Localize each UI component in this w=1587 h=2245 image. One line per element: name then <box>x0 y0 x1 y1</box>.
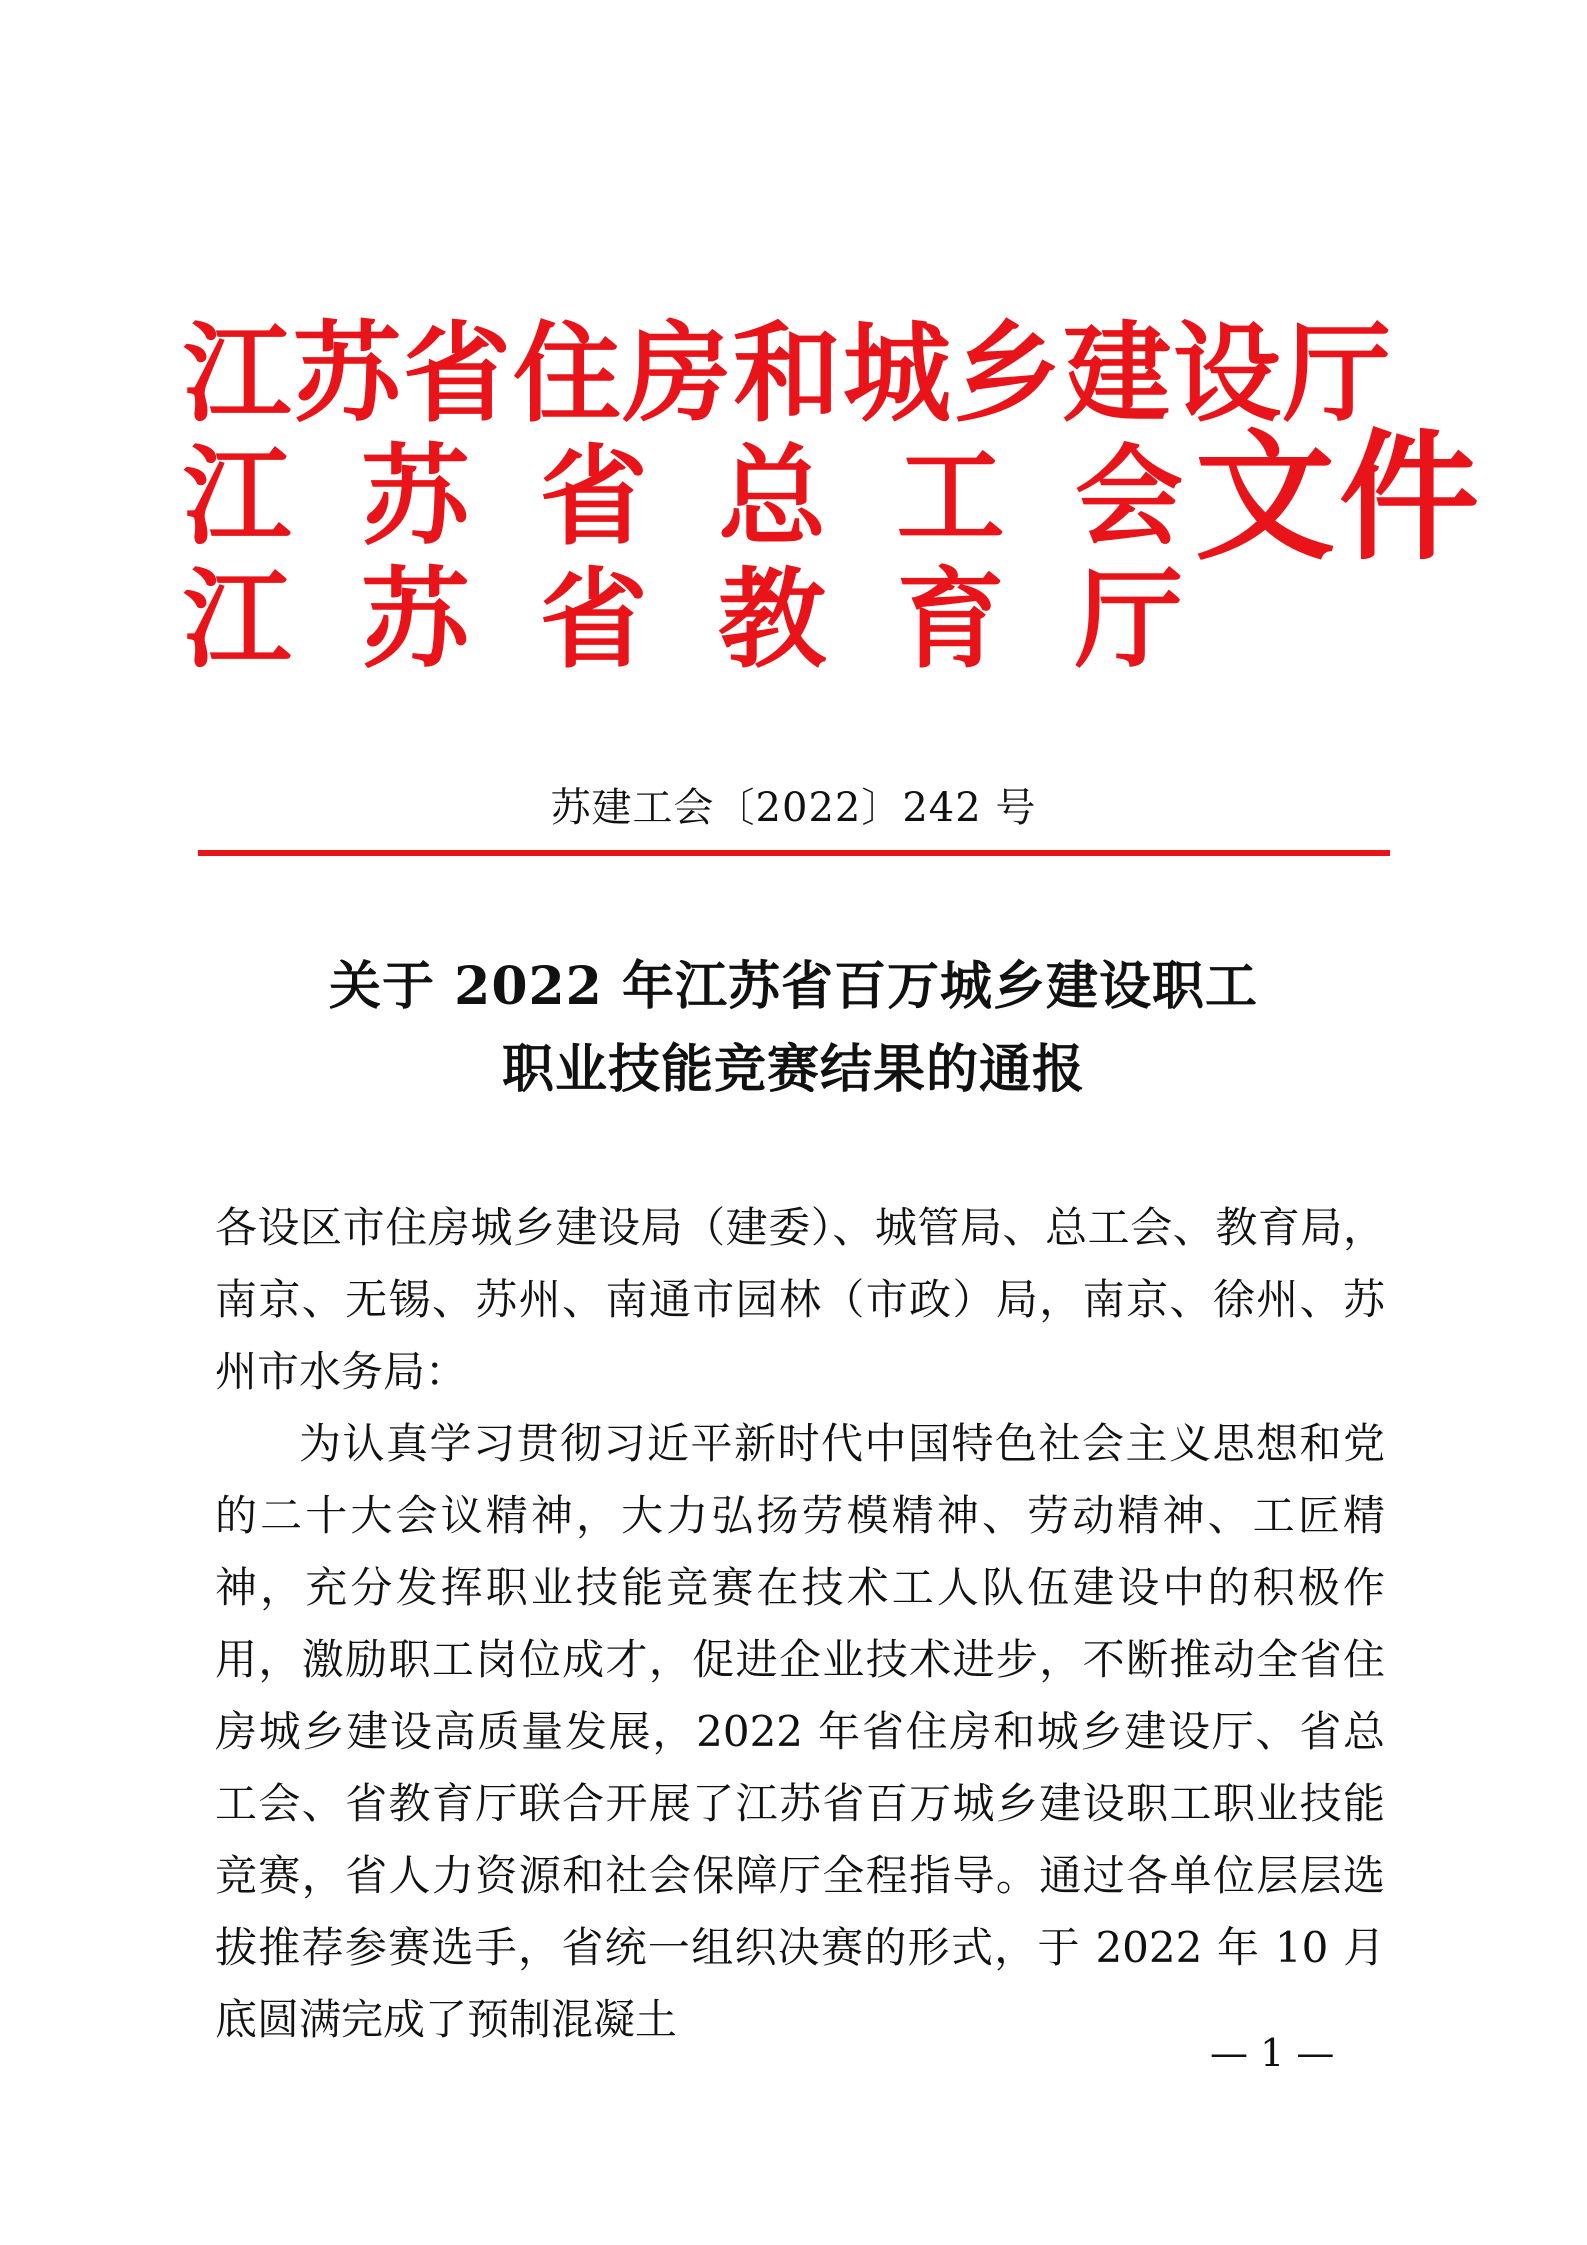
body-paragraph: 为认真学习贯彻习近平新时代中国特色社会主义思想和党的二十大会议精神，大力弘扬劳模精神、劳动精神、工匠精神，充分发挥职业技能竞赛在技术工人队伍建设中的积极作用，激励职工岗位成才，促进企业技术进步，不断推动全省住房城乡建设高质量发展，2022 年省住房和城乡建设厅、省总工会、省教育厅联合开展了江苏省百万城乡建设职工职业技能竞赛，省人力资源和社会保障厅全程指导。通过各单位层层选拔推荐参赛选手，省统一组织决赛的形式，于 2022 年 10 月底圆满完成了预制混凝土 <box>215 1419 1385 2044</box>
issuer-char: 省 <box>539 557 648 683</box>
issuer-char: 江 <box>183 434 292 560</box>
issuer-char: 厅 <box>1074 557 1183 683</box>
document-number: 苏建工会〔2022〕242 号 <box>550 785 1037 831</box>
issuer-char: 育 <box>896 557 1005 683</box>
issuer-char: 总 <box>718 434 827 560</box>
document-title-line-2: 职业技能竞赛结果的通报 <box>501 1039 1085 1100</box>
document-title-line-1: 关于 2022 年江苏省百万城乡建设职工 <box>329 956 1258 1017</box>
issuer-char: 省 <box>539 434 648 560</box>
issuer-char: 工 <box>896 434 1005 560</box>
document-body <box>215 1192 1385 2056</box>
issuer-header <box>183 311 1484 698</box>
issuer-housing-department: 江苏省住房和城乡建设厅 <box>183 311 1394 437</box>
issuer-char: 苏 <box>361 434 470 560</box>
issuer-char: 会 <box>1074 434 1183 560</box>
document-type-label: 文件 <box>1195 416 1484 580</box>
issuer-federation-of-trade-unions <box>183 434 1183 560</box>
salutation: 各设区市住房城乡建设局（建委）、城管局、总工会、教育局，南京、无锡、苏州、南通市园林（市政）局，南京、徐州、苏州市水务局： <box>215 1203 1385 1396</box>
issuer-char: 江 <box>183 557 292 683</box>
red-divider-rule <box>198 850 1390 856</box>
page-number: — 1 — <box>1210 2031 1335 2075</box>
issuer-char: 苏 <box>361 557 470 683</box>
issuer-char: 教 <box>718 557 827 683</box>
issuer-education-department <box>183 557 1183 683</box>
